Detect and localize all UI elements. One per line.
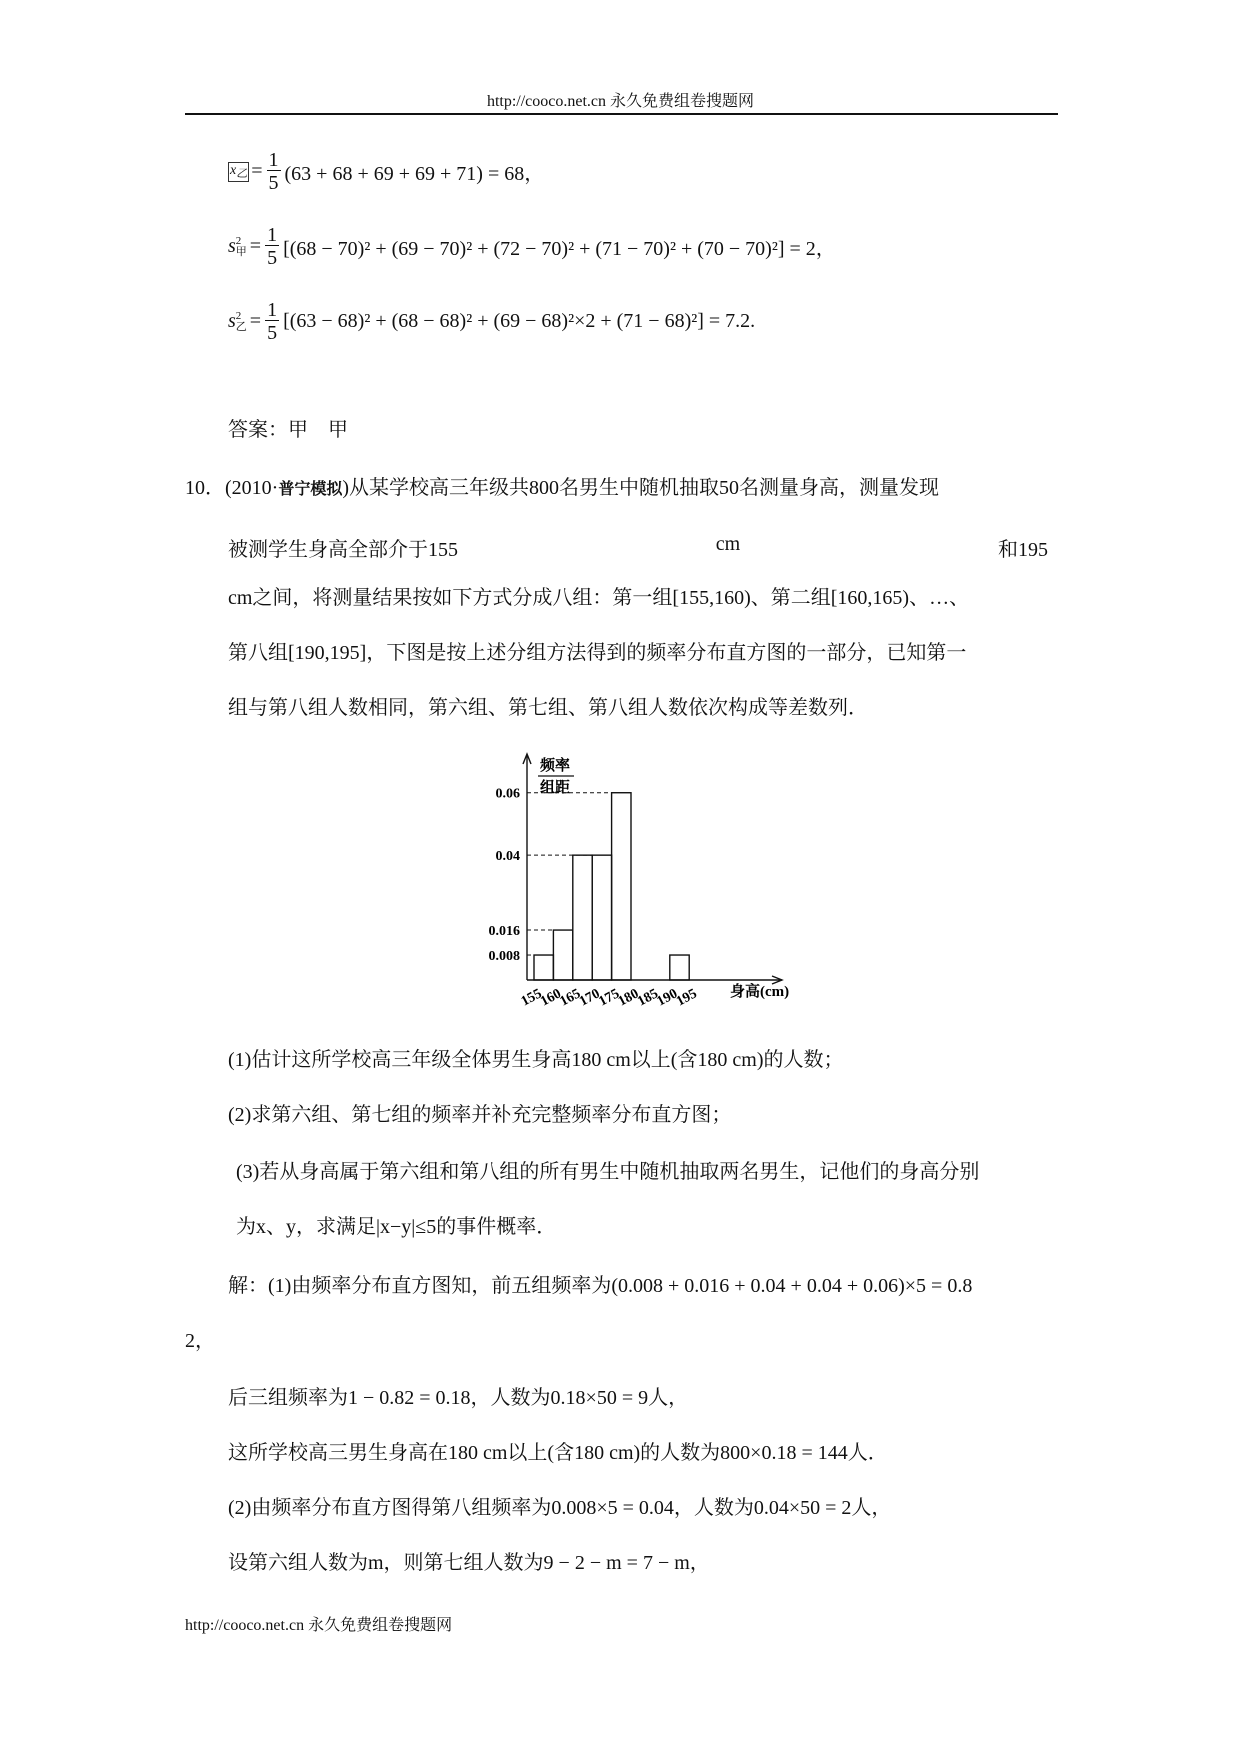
solution-line-1-cont: 2， [185,1330,215,1352]
histogram-bar [553,930,572,980]
source-tag: 普宁模拟 [278,479,343,498]
x-tick-label: 195 [674,986,700,1010]
x-tick-label: 170 [577,986,603,1010]
problem-line-3: cm之间，将测量结果按如下方式分成八组：第一组[155,160)、第二组[160,165)、…、 [228,587,970,609]
problem-intro: 10．(2010·普宁模拟)从某学校高三年级共800名男生中随机抽取50名测量身高，测量发现 [185,477,940,499]
fraction: $\frac{1}{5}$ [267,224,278,269]
answer-line: 答案：甲 甲 [228,419,348,441]
solution-line-1: 解：(1)由频率分布直方图知，前五组频率为(0.008 + 0.016 + 0.04 + 0.04 + 0.06)×5 = 0.8 [228,1275,973,1297]
x-tick-label: 180 [615,986,642,1010]
solution-line-2: 后三组频率为1 − 0.82 = 0.18，人数为0.18×50 = 9人， [228,1387,689,1409]
problem-line-5: 组与第八组人数相同，第六组、第七组、第八组人数依次构成等差数列． [228,697,868,719]
fraction: $\frac{1}{5}$ [267,299,278,344]
fraction: $\frac{1}{5}$ [268,149,279,194]
frequency-histogram [470,748,790,1018]
x-tick-label: 160 [538,986,564,1010]
question-3: (3)若从身高属于第六组和第八组的所有男生中随机抽取两名男生，记他们的身高分别 [236,1161,980,1183]
histogram-bar [534,955,553,980]
solution-line-3: 这所学校高三男生身高在180 cm以上(含180 cm)的人数为800×0.18 = 144人． [228,1442,888,1464]
x-tick-label: 185 [635,986,661,1010]
question-3-cont: 为x、y，求满足|x−y|≤5的事件概率． [236,1216,557,1238]
solution-line-5: 设第六组人数为m，则第七组人数为9 − 2 − m = 7 − m， [228,1552,710,1574]
histogram-bar [612,793,631,980]
question-2: (2)求第六组、第七组的频率并补充完整频率分布直方图； [228,1104,732,1126]
x-axis-label: 身高(cm) [730,984,790,1000]
histogram-bar [670,955,689,980]
header-rule [185,113,1058,115]
page-footer: http://cooco.net.cn 永久免费组卷搜题网 [185,1617,453,1634]
x-tick-label: 190 [654,986,681,1010]
y-tick-label: 0.04 [495,849,520,865]
x-tick-label: 175 [596,986,623,1010]
y-tick-label: 0.06 [495,786,520,802]
y-tick-label: 0.016 [488,924,520,940]
x-bar-symbol: $x_乙$ [230,162,248,180]
problem-line-4: 第八组[190,195]，下图是按上述分组方法得到的频率分布直方图的一部分，已知第一 [228,642,967,664]
histogram-bar [592,855,611,980]
formula-x-yi: $x_乙$ = $\frac{1}{5}$ (63 + 68 + 69 + 69 + 71) = 68， [230,149,545,194]
x-tick-label: 165 [557,986,584,1010]
histogram-bar [573,855,592,980]
x-tick-label: 155 [518,986,545,1010]
formula-s-jia: s 2 甲 = $\frac{1}{5}$ [(68 − 70)² + (69 − 70)² + (72 − 70)² + (71 − 70)² + (70 − 70)²] = 2， [228,224,836,269]
solution-line-4: (2)由频率分布直方图得第八组频率为0.008×5 = 0.04，人数为0.04×50 = 2人， [228,1497,892,1519]
y-label-top: 频率 [540,758,571,774]
page-header: http://cooco.net.cn 永久免费组卷搜题网 [486,93,755,110]
question-1: (1)估计这所学校高三年级全体男生身高180 cm以上(含180 cm)的人数； [228,1049,844,1071]
problem-line-2: 被测学生身高全部介于155 cm 和195 [228,533,1048,561]
y-label-bottom: 组距 [540,780,571,796]
y-tick-label: 0.008 [488,949,520,965]
formula-s-yi: s 2 乙 = $\frac{1}{5}$ [(63 − 68)² + (68 − 68)² + (69 − 68)²×2 + (71 − 68)²] = 7.2. [228,299,756,344]
